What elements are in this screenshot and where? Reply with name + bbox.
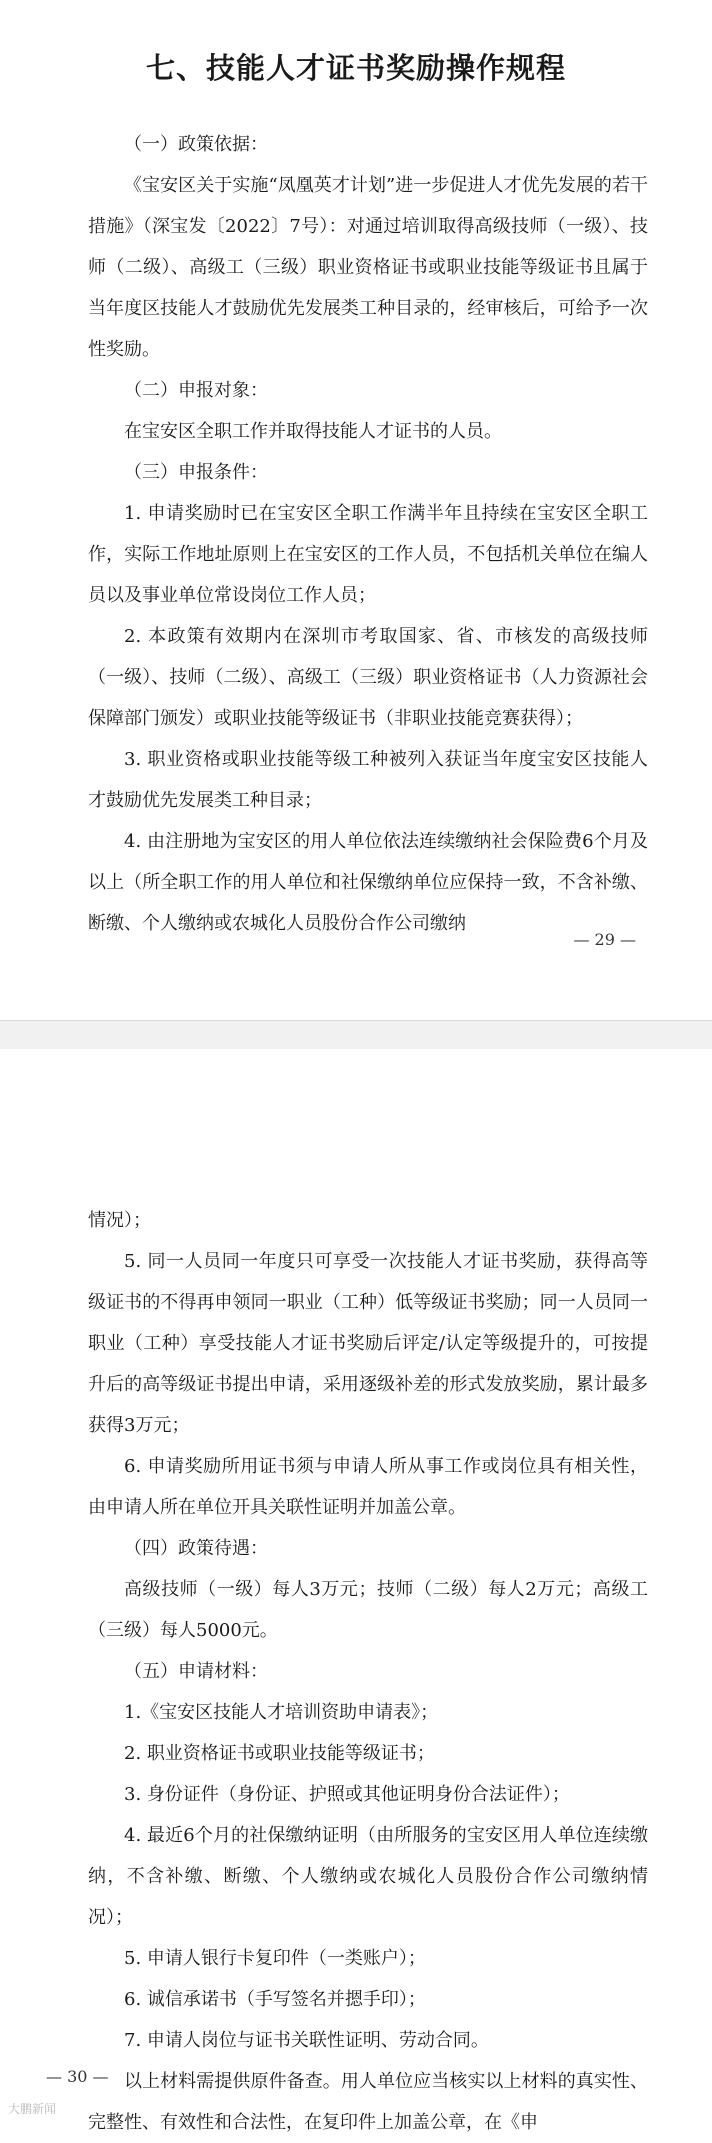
condition-item-3: 3. 职业资格或职业技能等级工种被列入获证当年度宝安区技能人才鼓励优先发展类工种目录； [88, 749, 648, 811]
paragraph-materials-note: 以上材料需提供原件备查。用人单位应当核实以上材料的真实性、完整性、有效性和合法性，在复印件上加盖公章，在《申 [88, 2071, 648, 2133]
material-item-7: 7. 申请人岗位与证书关联性证明、劳动合同。 [124, 2030, 489, 2051]
condition-item-4: 4. 由注册地为宝安区的用人单位依法连续缴纳社会保险费6个月及以上（所全职工作的用人单位和社保缴纳单位应保持一致，不含补缴、断缴、个人缴纳或农城化人员股份合作公司缴纳 [88, 831, 648, 934]
page-divider [0, 1020, 712, 1050]
page-title: 七、技能人才证书奖励操作规程 [145, 51, 566, 85]
condition-item-4-continued: 情况）； [88, 1210, 151, 1231]
paragraph-applicants: 在宝安区全职工作并取得技能人才证书的人员。 [124, 421, 502, 442]
watermark: 大鹏新闻 [8, 2102, 57, 2116]
section-heading-policy-basis: （一）政策依据： [124, 134, 268, 155]
section-heading-applicants: （二）申报对象： [124, 380, 268, 401]
page-29-body [88, 124, 648, 944]
condition-item-1: 1. 申请奖励时已在宝安区全职工作满半年且持续在宝安区全职工作，实际工作地址原则上在宝安区的工作人员，不包括机关单位在编人员以及事业单位常设岗位工作人员； [88, 503, 648, 606]
material-item-2: 2. 职业资格证书或职业技能等级证书； [124, 1743, 435, 1764]
document-page-29 [0, 0, 712, 1020]
material-item-5: 5. 申请人银行卡复印件（一类账户）； [124, 1948, 426, 1969]
section-heading-materials: （五）申请材料： [124, 1661, 268, 1682]
page-30-body [88, 1200, 648, 2143]
paragraph-benefits: 高级技师（一级）每人3万元；技师（二级）每人2万元；高级工（三级）每人5000元。 [88, 1579, 648, 1641]
document-page-30 [0, 1049, 712, 2133]
material-item-4: 4. 最近6个月的社保缴纳证明（由所服务的宝安区用人单位连续缴纳，不含补缴、断缴、个人缴纳或农城化人员股份合作公司缴纳情况）； [88, 1825, 648, 1928]
page-number: — 30 — [46, 2067, 109, 2086]
material-item-1: 1.《宝安区技能人才培训资助申请表》； [124, 1702, 439, 1723]
page-number: — 29 — [573, 930, 636, 949]
paragraph-policy-basis: 《宝安区关于实施“凤凰英才计划”进一步促进人才优先发展的若干措施》（深宝发〔2022〕7号）：对通过培训取得高级技师（一级）、技师（二级）、高级工（三级）职业资格证书或职业技能等级证书且属于当年度区技能人才鼓励优先发展类工种目录的，经审核后，可给予一次性奖励。 [88, 175, 648, 360]
condition-item-6: 6. 申请奖励所用证书须与申请人所从事工作或岗位具有相关性，由申请人所在单位开具关联性证明并加盖公章。 [88, 1456, 648, 1518]
material-item-6: 6. 诚信承诺书（手写签名并摁手印）； [124, 1989, 426, 2010]
section-heading-conditions: （三）申报条件： [124, 462, 268, 483]
material-item-3: 3. 身份证件（身份证、护照或其他证明身份合法证件）； [124, 1784, 570, 1805]
condition-item-2: 2. 本政策有效期内在深圳市考取国家、省、市核发的高级技师（一级）、技师（二级）、高级工（三级）职业资格证书（人力资源社会保障部门颁发）或职业技能等级证书（非职业技能竞赛获得）； [88, 626, 648, 729]
condition-item-5: 5. 同一人员同一年度只可享受一次技能人才证书奖励，获得高等级证书的不得再申领同一职业（工种）低等级证书奖励；同一人员同一职业（工种）享受技能人才证书奖励后评定/认定等级提升的，可按提升后的高等级证书提出申请，采用逐级补差的形式发放奖励，累计最多获得3万元； [88, 1251, 648, 1436]
section-heading-benefits: （四）政策待遇： [124, 1538, 268, 1559]
